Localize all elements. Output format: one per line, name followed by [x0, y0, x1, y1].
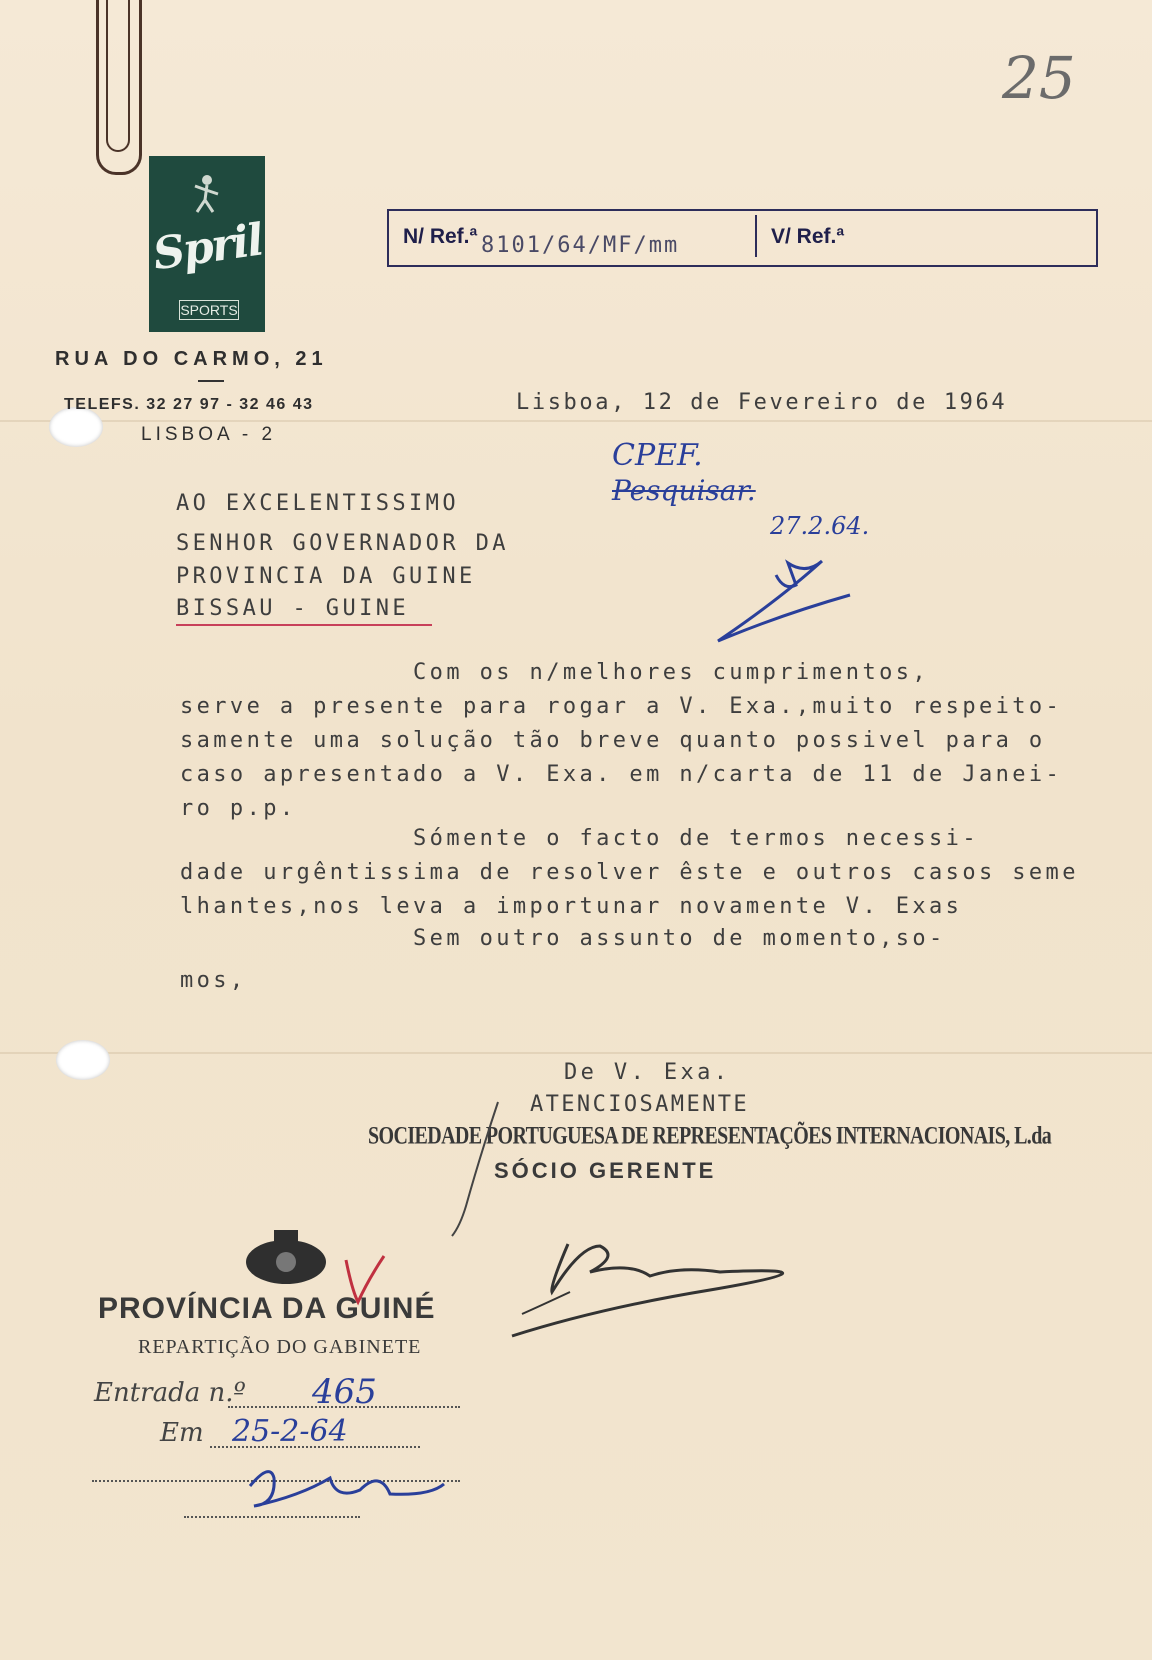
recipient-underline: [176, 624, 432, 626]
body-line: samente uma solução tão breve quanto possivel para o: [180, 728, 1046, 753]
body-line: lhantes,nos leva a importunar novamente V. Exas: [180, 894, 963, 919]
company-stamp-name: SOCIEDADE PORTUGUESA DE REPRESENTAÇÕES INTERNACIONAIS, L.da: [368, 1122, 1052, 1150]
recipient-line-4: BISSAU - GUINE: [176, 596, 410, 621]
fold-line: [0, 420, 1152, 422]
athlete-icon: [187, 172, 227, 226]
brand-name: Spril: [149, 214, 266, 281]
letterhead-phones: TELEFS. 32 27 97 - 32 46 43: [64, 396, 314, 413]
punch-hole: [56, 1040, 110, 1080]
letterhead-city: LISBOA - 2: [141, 424, 277, 445]
body-line: caso apresentado a V. Exa. em n/carta de 11 de Janei-: [180, 762, 1063, 787]
body-line: Com os n/melhores cumprimentos,: [180, 660, 930, 685]
recipient-line-2: SENHOR GOVERNADOR DA: [176, 531, 509, 556]
office-stamp-department: REPARTIÇÃO DO GABINETE: [138, 1336, 422, 1358]
handwritten-note-3: 27.2.64.: [770, 512, 870, 540]
body-line: serve a presente para rogar a V. Exa.,muito respeito-: [180, 694, 1063, 719]
our-ref-label: N/ Ref.ª: [403, 225, 478, 248]
stamp-dotted-line: [184, 1516, 360, 1518]
letterhead-street: RUA DO CARMO, 21: [55, 348, 328, 370]
entry-number: 465: [312, 1372, 377, 1412]
recipient-line-3: PROVINCIA DA GUINE: [176, 564, 476, 589]
ref-divider: [755, 215, 757, 257]
body-line: dade urgêntissima de resolver êste e outros casos seme: [180, 860, 1079, 885]
office-stamp-province: PROVÍNCIA DA GUINÉ: [98, 1292, 436, 1325]
body-line: ro p.p.: [180, 796, 297, 821]
page-number: 25: [1002, 44, 1076, 112]
brand-sub: SPORTS: [180, 302, 238, 318]
closing-line-2: ATENCIOSAMENTE: [530, 1092, 750, 1117]
letterhead-divider: [198, 380, 224, 382]
body-line: Sómente o facto de termos necessi-: [180, 826, 979, 851]
handwritten-initials: [710, 555, 860, 645]
date-label: Em: [160, 1418, 204, 1448]
entry-date: 25-2-64: [232, 1414, 348, 1449]
reference-box: [387, 209, 1098, 267]
brand-logo: [149, 156, 265, 332]
handwritten-note-1: CPEF.: [612, 438, 703, 473]
office-signature: [240, 1456, 450, 1512]
body-last-line: mos,: [180, 968, 247, 993]
coat-of-arms-icon: [240, 1226, 332, 1294]
date-line: Lisboa, 12 de Fevereiro de 1964: [516, 390, 1008, 415]
company-stamp-role: SÓCIO GERENTE: [494, 1158, 717, 1183]
your-ref-label: V/ Ref.ª: [771, 225, 845, 248]
handwritten-note-2: Pesquisar.: [612, 474, 756, 507]
signature: [430, 1096, 850, 1346]
closing-line-1: De V. Exa.: [564, 1060, 731, 1085]
fold-line: [0, 1052, 1152, 1054]
entry-label: Entrada n.º: [94, 1378, 246, 1408]
recipient-line-1: AO EXCELENTISSIMO: [176, 491, 459, 516]
our-ref-value: 8101/64/MF/mm: [481, 233, 680, 258]
body-line: Sem outro assunto de momento,so-: [180, 926, 946, 951]
paper-clip-inner: [106, 0, 130, 152]
